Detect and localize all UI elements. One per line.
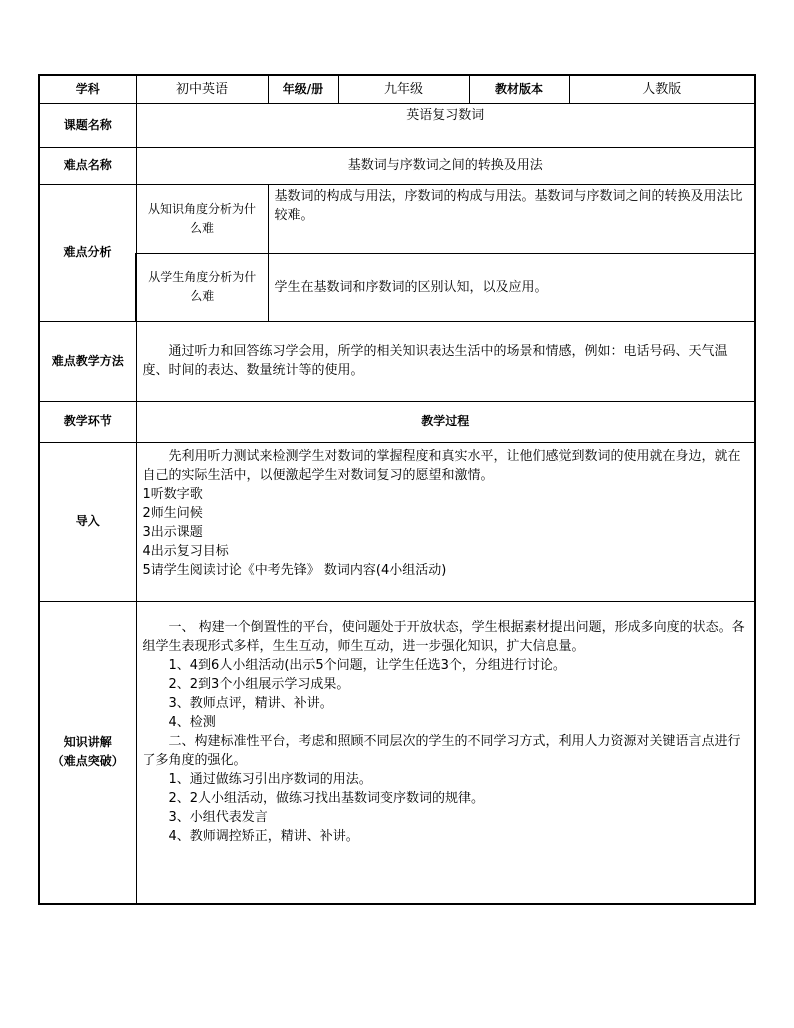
lesson-row [39,103,755,147]
knowledge-item: 1、4到6人小组活动(出示5个问题，让学生任选3个，分组进行讨论。 [168,657,566,673]
knowledge-label-cell [39,601,136,904]
knowledge-item: 3、小组代表发言 [168,809,268,825]
knowledge-para-2: 二、构建标准性平台，考虑和照顾不同层次的学生的不同学习方式，利用人力资源对关键语言点进行了多角度的强化。 [142,733,741,768]
knowledge-item: 2、2到3个小组展示学习成果。 [168,676,350,692]
knowledge-cell [136,601,755,904]
difficulty-label: 难点名称 [39,147,136,184]
grade-value: 九年级 [338,75,469,103]
process-label: 教学环节 [39,401,136,442]
intro-item: 5请学生阅读讨论《中考先锋》 数词内容(4小组活动) [142,562,447,578]
method-label: 难点教学方法 [39,321,136,401]
lesson-plan-table [38,74,756,905]
intro-item: 1听数字歌 [142,486,203,502]
intro-paragraph: 先利用听力测试来检测学生对数词的掌握程度和真实水平，让他们感觉到数词的使用就在身边，就在自己的实际生活中，以便激起学生对数词复习的愿望和激情。 [142,448,741,483]
analysis-label: 难点分析 [39,184,136,321]
difficulty-row [39,147,755,184]
intro-row [39,442,755,601]
process-value: 教学过程 [136,401,755,442]
knowledge-angle-label: 从知识角度分析为什么难 [136,184,268,253]
subject-value: 初中英语 [136,75,268,103]
knowledge-row [39,601,755,904]
method-row [39,321,755,401]
intro-item: 3出示课题 [142,524,203,540]
knowledge-item: 3、教师点评，精讲、补讲。 [168,695,333,711]
method-text: 通过听力和回答练习学会用，所学的相关知识表达生活中的场景和情感，例如：电话号码、天气温度、时间的表达、数量统计等的使用。 [142,344,728,378]
process-header-row [39,401,755,442]
edition-value: 人教版 [569,75,755,103]
knowledge-sublabel: （难点突破） [51,754,124,769]
intro-item: 4出示复习目标 [142,543,229,559]
knowledge-item: 4、教师调控矫正，精讲、补讲。 [168,828,359,844]
intro-label: 导入 [39,442,136,601]
lesson-value: 英语复习数词 [136,103,755,147]
intro-cell [136,442,755,601]
knowledge-para-1: 一、 构建一个倒置性的平台，使问题处于开放状态，学生根据素材提出问题，形成多向度的状态。各组学生表现形式多样，生生互动，师生互动，进一步强化知识，扩大信息量。 [142,619,745,654]
lesson-label: 课题名称 [39,103,136,147]
edition-label: 教材版本 [469,75,569,103]
knowledge-angle-text: 基数词的构成与用法，序数词的构成与用法。基数词与序数词之间的转换及用法比较难。 [268,184,755,253]
analysis-row-knowledge [39,184,755,253]
intro-item: 2师生问候 [142,505,203,521]
knowledge-item: 1、通过做练习引出序数词的用法。 [168,771,372,787]
difficulty-value: 基数词与序数词之间的转换及用法 [136,147,755,184]
method-cell [136,321,755,401]
grade-label: 年级/册 [268,75,338,103]
knowledge-label: 知识讲解 [63,735,112,750]
analysis-row-student [39,253,755,321]
knowledge-item: 4、检测 [168,714,216,730]
student-angle-label: 从学生角度分析为什么难 [136,253,268,321]
header-row [39,75,755,103]
student-angle-text: 学生在基数词和序数词的区别认知，以及应用。 [268,253,755,321]
knowledge-item: 2、2人小组活动，做练习找出基数词变序数词的规律。 [168,790,485,806]
subject-label: 学科 [39,75,136,103]
